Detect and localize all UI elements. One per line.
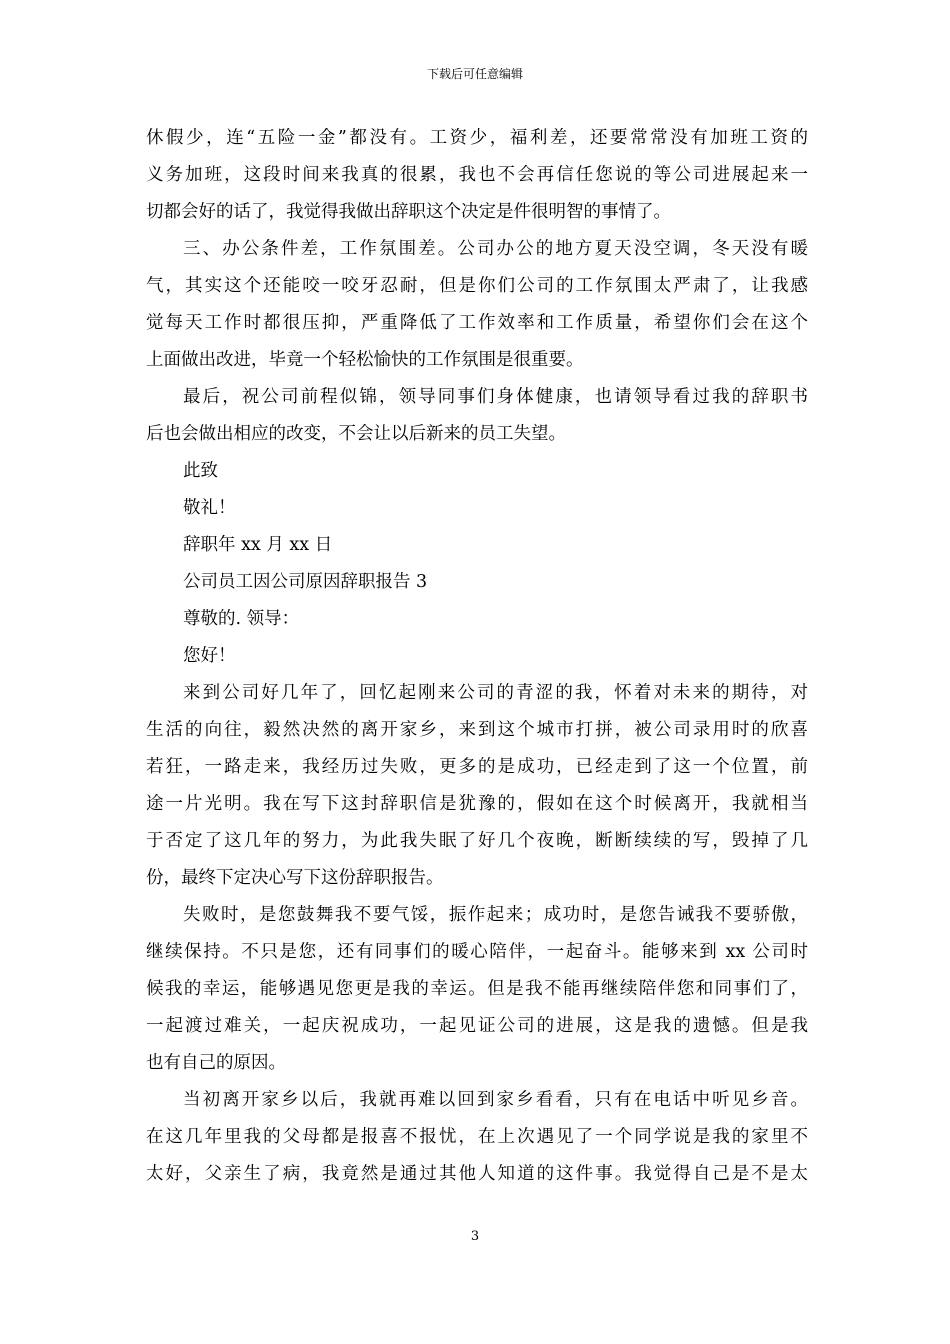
text-line: 太好，父亲生了病，我竟然是通过其他人知道的这件事。我觉得自己是不是太 <box>146 1164 808 1184</box>
page-header: 下载后可任意编辑 <box>426 67 523 81</box>
document-body <box>146 120 808 1193</box>
text-line: 继续保持。不只是您，还有同事们的暖心陪伴，一起奋斗。能够来到 xx 公司时 <box>146 942 808 962</box>
text-line: 后也会做出相应的改变，不会让以后新来的员工失望。 <box>146 424 566 444</box>
text-line: 尊敬的. 领导： <box>183 609 300 629</box>
text-line: 三、办公条件差，工作氛围差。公司办公的地方夏天没空调，冬天没有暖 <box>183 239 808 259</box>
text-line: 敬礼！ <box>183 498 236 518</box>
text-line: 一起渡过难关，一起庆祝成功，一起见证公司的进展，这是我的遗憾。但是我 <box>146 1016 808 1036</box>
text-line: 气，其实这个还能咬一咬牙忍耐，但是你们公司的工作氛围太严肃了，让我感 <box>146 276 808 296</box>
text-line: 若狂，一路走来，我经历过失败，更多的是成功，已经走到了这一个位置，前 <box>146 757 808 777</box>
text-line: 切都会好的话了，我觉得我做出辞职这个决定是件很明智的事情了。 <box>146 202 671 222</box>
text-line: 休假少，连“五险一金”都没有。工资少，福利差，还要常常没有加班工资的 <box>146 128 808 148</box>
text-line: 于否定了这几年的努力，为此我失眠了好几个夜晚，断断续续的写，毁掉了几 <box>146 831 808 851</box>
text-line: 此致 <box>183 461 218 481</box>
text-line: 公司员工因公司原因辞职报告 3 <box>183 572 428 592</box>
text-line: 当初离开家乡以后，我就再难以回到家乡看看，只有在电话中听见乡音。 <box>183 1090 808 1110</box>
text-line: 上面做出改进，毕竟一个轻松愉快的工作氛围是很重要。 <box>146 350 584 370</box>
text-line: 生活的向往，毅然决然的离开家乡，来到这个城市打拼，被公司录用时的欣喜 <box>146 720 808 740</box>
text-line: 份，最终下定决心写下这份辞职报告。 <box>146 868 444 888</box>
text-line: 在这几年里我的父母都是报喜不报忧，在上次遇见了一个同学说是我的家里不 <box>146 1127 808 1147</box>
text-line: 失败时，是您鼓舞我不要气馁，振作起来；成功时，是您告诫我不要骄傲， <box>183 905 808 925</box>
text-line: 觉每天工作时都很压抑，严重降低了工作效率和工作质量，希望你们会在这个 <box>146 313 808 333</box>
text-line: 义务加班，这段时间来我真的很累，我也不会再信任您说的等公司进展起来一 <box>146 165 808 185</box>
text-line: 也有自己的原因。 <box>146 1053 286 1073</box>
page-number: 3 <box>470 1229 480 1244</box>
text-line: 来到公司好几年了，回忆起刚来公司的青涩的我，怀着对未来的期待，对 <box>183 683 808 703</box>
text-line: 候我的幸运，能够遇见您更是我的幸运。但是我不能再继续陪伴您和同事们了， <box>146 979 808 999</box>
text-line: 辞职年 xx 月 xx 日 <box>183 535 333 555</box>
text-line: 最后，祝公司前程似锦，领导同事们身体健康，也请领导看过我的辞职书 <box>183 387 808 407</box>
text-line: 您好！ <box>183 646 236 666</box>
text-line: 途一片光明。我在写下这封辞职信是犹豫的，假如在这个时候离开，我就相当 <box>146 794 808 814</box>
